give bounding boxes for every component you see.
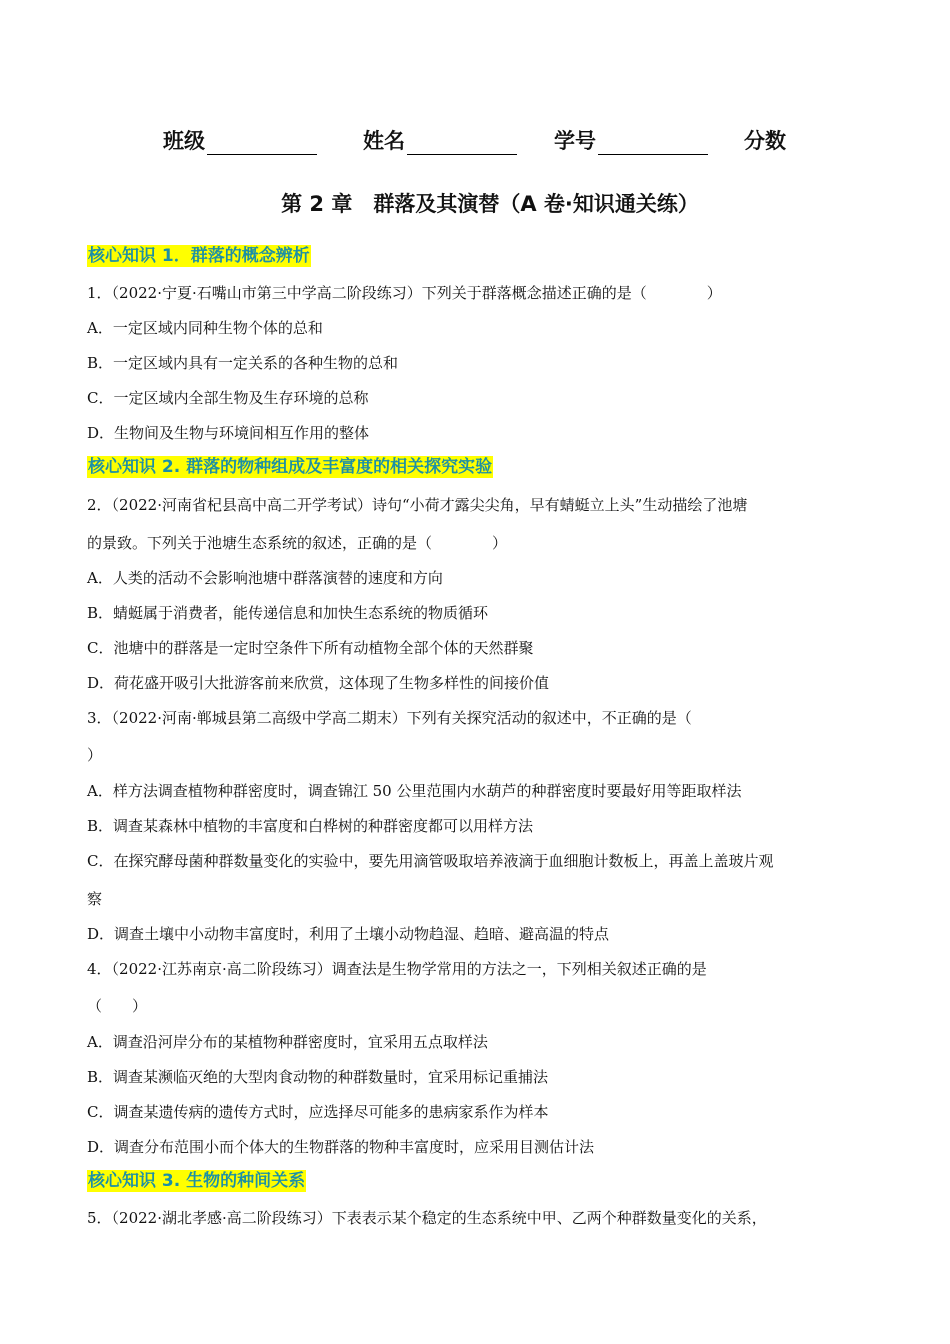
score-label: 分数 (744, 129, 786, 153)
text-line: D．调查土壤中小动物丰富度时，利用了土壤小动物趋湿、趋暗、避高温的特点 (87, 925, 610, 943)
page-title: 第 2 章 群落及其演替（A 卷·知识通关练） (281, 192, 699, 216)
class-field[interactable] (163, 125, 317, 155)
text-line: A．一定区域内同种生物个体的总和 (87, 319, 323, 337)
id-blank[interactable] (598, 132, 708, 155)
name-field[interactable] (363, 125, 517, 155)
text-line: 察 (87, 890, 103, 908)
id-label: 学号 (554, 129, 596, 153)
text-line: C．在探究酵母菌种群数量变化的实验中，要先用滴管吸取培养液滴于血细胞计数板上，再盖上盖玻片观 (87, 852, 774, 870)
text-line: B．蜻蜓属于消费者，能传递信息和加快生态系统的物质循环 (87, 604, 489, 622)
name-label: 姓名 (363, 129, 405, 153)
text-line: 4．（2022·江苏南京·高二阶段练习）调查法是生物学常用的方法之一，下列相关叙述正确的是 (87, 960, 707, 978)
text-line: C．一定区域内全部生物及生存环境的总称 (87, 389, 369, 407)
section-heading: 核心知识 1．群落的概念辨析 (88, 246, 310, 266)
text-line: B．调查某森林中植物的丰富度和白桦树的种群密度都可以用样方法 (87, 817, 534, 835)
text-line: （ ） (87, 997, 148, 1015)
text-line: D．荷花盛开吸引大批游客前来欣赏，这体现了生物多样性的间接价值 (87, 674, 550, 692)
text-line: B．调查某濒临灭绝的大型肉食动物的种群数量时，宜采用标记重捕法 (87, 1068, 549, 1086)
text-line: C．调查某遗传病的遗传方式时，应选择尽可能多的患病家系作为样本 (87, 1103, 549, 1121)
text-line: D．调查分布范围小而个体大的生物群落的物种丰富度时，应采用目测估计法 (87, 1138, 595, 1156)
text-line: A．调查沿河岸分布的某植物种群密度时，宜采用五点取样法 (87, 1033, 488, 1051)
text-line: 1．（2022·宁夏·石嘴山市第三中学高二阶段练习）下列关于群落概念描述正确的是（ ） (87, 284, 722, 302)
text-line: 2．（2022·河南省杞县高中高二开学考试）诗句“小荷才露尖尖角，早有蜻蜓立上头”生动描绘了池塘 (87, 496, 748, 514)
name-blank[interactable] (407, 132, 517, 155)
text-line: D．生物间及生物与环境间相互作用的整体 (87, 424, 370, 442)
text-line: 的景致。下列关于池塘生态系统的叙述，正确的是（ ） (87, 534, 508, 552)
class-label: 班级 (163, 129, 205, 153)
id-field[interactable] (554, 125, 708, 155)
text-line: A．样方法调查植物种群密度时，调查锦江 50 公里范围内水葫芦的种群密度时要最好用等距取样法 (87, 782, 742, 800)
text-line: 5．（2022·湖北孝感·高二阶段练习）下表表示某个稳定的生态系统中甲、乙两个种群数量变化的关系， (87, 1209, 767, 1227)
text-line: B．一定区域内具有一定关系的各种生物的总和 (87, 354, 399, 372)
section-heading: 核心知识 2. 群落的物种组成及丰富度的相关探究实验 (88, 457, 493, 477)
text-line: 3．（2022·河南·郸城县第二高级中学高二期末）下列有关探究活动的叙述中，不正确的是（ (87, 709, 692, 727)
text-line: ） (87, 746, 103, 764)
class-blank[interactable] (207, 132, 317, 155)
section-heading: 核心知识 3. 生物的种间关系 (88, 1171, 306, 1191)
text-line: A．人类的活动不会影响池塘中群落演替的速度和方向 (87, 569, 443, 587)
text-line: C．池塘中的群落是一定时空条件下所有动植物全部个体的天然群聚 (87, 639, 534, 657)
